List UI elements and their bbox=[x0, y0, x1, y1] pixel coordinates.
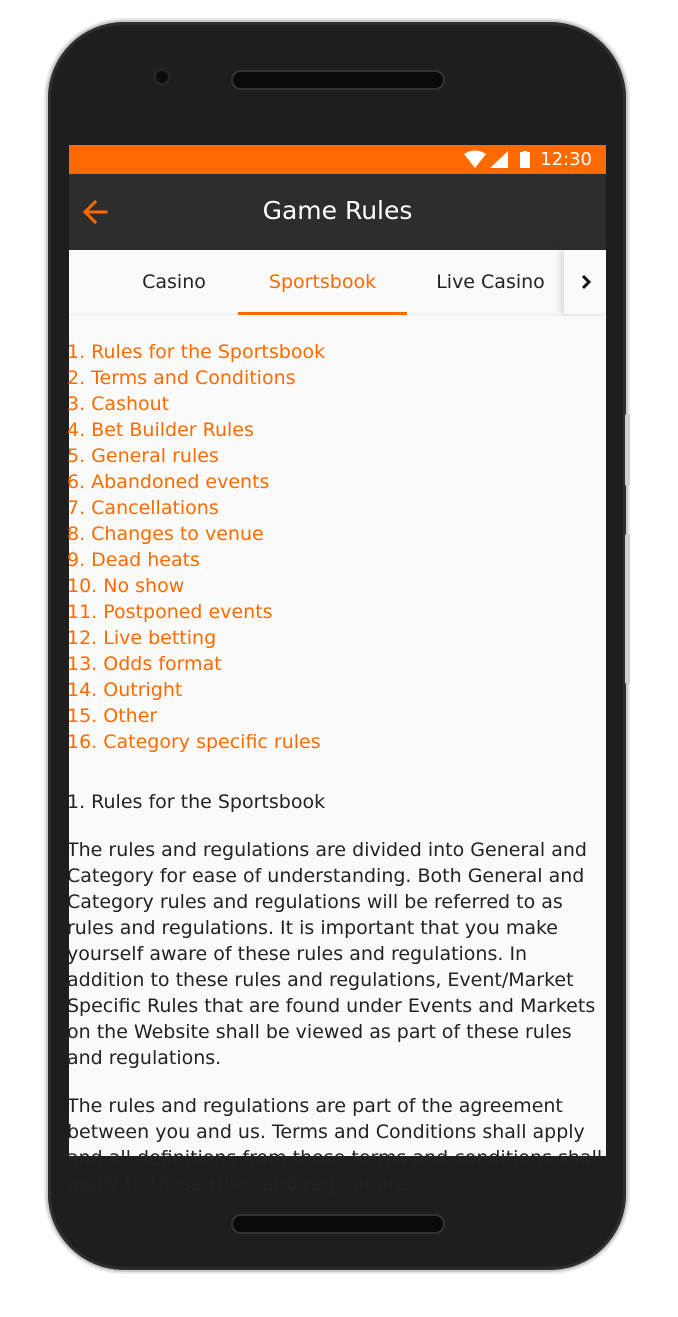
section-paragraph: The rules and regulations are divided into General and Category for ease of understanding. Both General and Category rules and regulations will be referred to as rules and regulations. It is important that you make yourself aware of these rules and regulations. In addition to these rules and regulations, Event/Market Specific Rules that are found under Events and Markets on the Website shall be viewed as part of these rules and regulations. bbox=[67, 839, 596, 1069]
toc-item[interactable]: 13. Odds format bbox=[67, 653, 222, 675]
toc-item[interactable]: 15. Other bbox=[67, 705, 158, 727]
front-camera bbox=[153, 68, 171, 86]
chevron-right-icon bbox=[564, 250, 606, 314]
status-time: 12:30 bbox=[540, 149, 592, 170]
signal-icon bbox=[490, 151, 508, 168]
toc-item[interactable]: 8. Changes to venue bbox=[67, 523, 264, 545]
status-icons bbox=[464, 151, 536, 169]
toc-item[interactable]: 5. General rules bbox=[67, 445, 219, 467]
tab-casino[interactable]: Casino bbox=[142, 271, 206, 293]
bottom-speaker bbox=[233, 1216, 443, 1232]
toc-item[interactable]: 9. Dead heats bbox=[67, 549, 200, 571]
status-bar bbox=[69, 145, 606, 174]
top-speaker bbox=[233, 72, 443, 88]
toc-item[interactable]: 3. Cashout bbox=[67, 393, 170, 415]
toc-item[interactable]: 12. Live betting bbox=[67, 627, 217, 649]
toc-item[interactable]: 7. Cancellations bbox=[67, 497, 219, 519]
tabs-scroll-next-button[interactable] bbox=[564, 250, 606, 314]
tab-sportsbook[interactable]: Sportsbook bbox=[238, 250, 407, 315]
toc-item[interactable]: 4. Bet Builder Rules bbox=[67, 419, 254, 441]
section-heading: 1. Rules for the Sportsbook bbox=[67, 791, 326, 813]
toc-item[interactable]: 14. Outright bbox=[67, 679, 183, 701]
toc-item[interactable]: 2. Terms and Conditions bbox=[67, 367, 296, 389]
app-bar bbox=[69, 174, 606, 250]
power-button bbox=[625, 414, 630, 486]
table-of-contents bbox=[69, 339, 606, 755]
page-title: Game Rules bbox=[262, 196, 413, 225]
toc-item[interactable]: 16. Category specific rules bbox=[67, 731, 321, 753]
battery-icon bbox=[520, 152, 530, 168]
volume-button bbox=[625, 534, 630, 684]
screen bbox=[67, 145, 606, 1195]
toc-item[interactable]: 1. Rules for the Sportsbook bbox=[67, 341, 326, 363]
tab-bar bbox=[69, 250, 606, 315]
toc-item[interactable]: 6. Abandoned events bbox=[67, 471, 270, 493]
rules-content bbox=[69, 339, 606, 1197]
tab-live-casino[interactable]: Live Casino bbox=[436, 271, 545, 293]
section-paragraph: The rules and regulations are part of the agreement between you and us. Terms and Conditions shall apply and all definitions from those terms and conditions shall apply to these rules and regulations. bbox=[67, 1095, 603, 1195]
toc-item[interactable]: 10. No show bbox=[67, 575, 185, 597]
toc-item[interactable]: 11. Postponed events bbox=[67, 601, 273, 623]
wifi-icon bbox=[464, 151, 486, 169]
